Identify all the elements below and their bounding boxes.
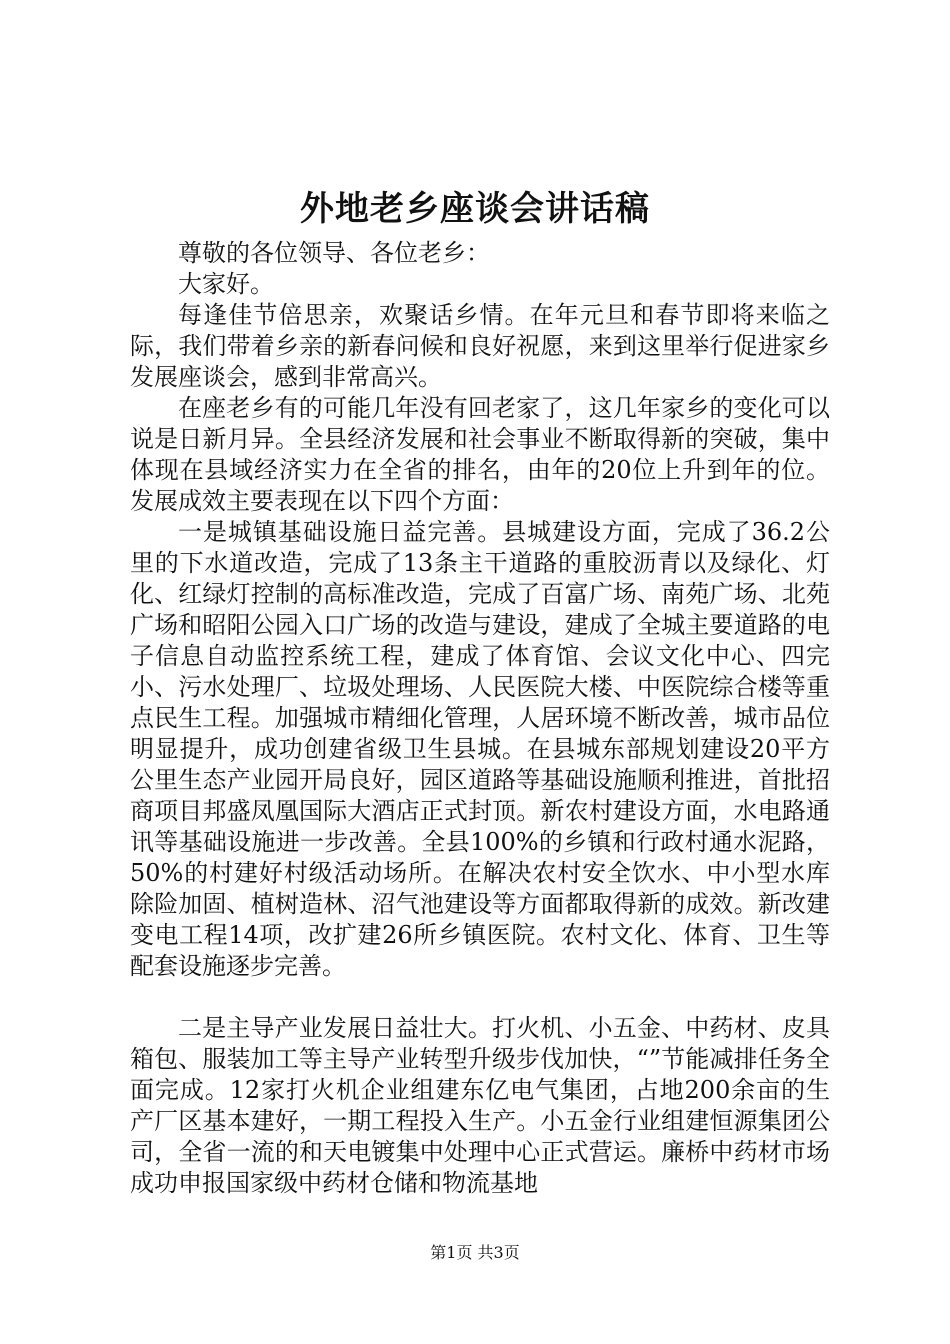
paragraph-industry: 二是主导产业发展日益壮大。打火机、小五金、中药材、皮具箱包、服装加工等主导产业转型升级步伐加快，“”节能减排任务全面完成。12家打火机企业组建东亿电气集团，占地200余亩的生产厂区基本建好，一期工程投入生产。小五金行业组建恒源集团公司，全省一流的和天电镀集中处理中心正式营运。廉桥中药材市场成功申报国家级中药材仓储和物流基地	[130, 1014, 830, 1197]
paragraph-infrastructure: 一是城镇基础设施日益完善。县城建设方面，完成了36.2公里的下水道改造，完成了13条主干道路的重胶沥青以及绿化、灯化、红绿灯控制的高标准改造，完成了百富广场、南苑广场、北苑广场和昭阳公园入口广场的改造与建设，建成了全城主要道路的电子信息自动监控系统工程，建成了体育馆、会议文化中心、四完小、污水处理厂、垃圾处理场、人民医院大楼、中医院综合楼等重点民生工程。加强城市精细化管理，人居环境不断改善，城市品位明显提升，成功创建省级卫生县城。在县城东部规划建设20平方公里生态产业园开局良好，园区道路等基础设施顺利推进，首批招商项目邦盛凤凰国际大酒店正式封顶。新农村建设方面，水电路通讯等基础设施进一步改善。全县100%的乡镇和行政村通水泥路，50%的村建好村级活动场所。在解决农村安全饮水、中小型水库除险加固、植树造林、沼气池建设等方面都取得新的成效。新改建变电工程14项，改扩建26所乡镇医院。农村文化、体育、卫生等配套设施逐步完善。	[130, 518, 830, 980]
document-title: 外地老乡座谈会讲话稿	[300, 189, 650, 229]
paragraph-overview: 在座老乡有的可能几年没有回老家了，这几年家乡的变化可以说是日新月异。全县经济发展和社会事业不断取得新的突破，集中体现在县域经济实力在全省的排名，由年的20位上升到年的位。发展成效主要表现在以下四个方面：	[130, 394, 830, 515]
salutation: 尊敬的各位领导、各位老乡：	[178, 239, 490, 267]
greeting: 大家好。	[178, 270, 274, 298]
document-body	[130, 238, 830, 1199]
page-number-footer: 第1页 共3页	[430, 1243, 520, 1262]
paragraph-intro: 每逢佳节倍思亲，欢聚话乡情。在年元旦和春节即将来临之际，我们带着乡亲的新春问候和良好祝愿，来到这里举行促进家乡发展座谈会，感到非常高兴。	[130, 301, 830, 391]
